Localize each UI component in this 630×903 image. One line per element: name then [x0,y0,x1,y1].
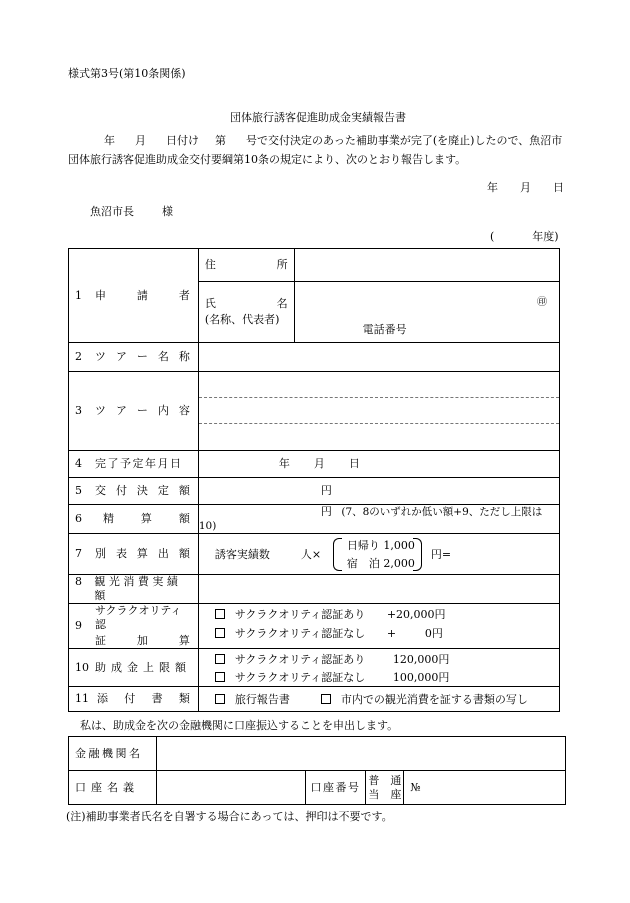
grant-limit-no-amount: 100,000円 [392,671,450,684]
attachment-report-checkbox[interactable] [215,694,225,704]
grant-limit-label-cell: 10 助成金上限額 [69,649,199,687]
tour-content-line-3[interactable] [199,423,559,450]
completion-date-field[interactable]: 年 月 日 [198,451,559,478]
fiscal-year: ( 年度) [490,230,559,243]
grant-decision-field[interactable]: 円 [198,478,559,505]
institution-field[interactable] [156,737,565,771]
attachments-label-cell: 11 添 付 書 類 [69,687,199,712]
form-number: 様式第3号(第10条関係) [68,67,186,80]
tourism-spending-label-cell: 8 観光消費実績額 [69,575,199,604]
tour-content-line-2[interactable] [199,397,559,423]
bank-table [68,736,566,805]
intro-line-2: 団体旅行誘客促進助成金交付要綱第10条の規定により、次のとおり報告します。 [68,153,467,166]
grant-limit-field: サクラクオリティ認証あり 120,000円 サクラクオリティ認証なし 100,000円 [198,649,559,687]
open-bracket [333,538,342,571]
visitors-label: 誘客実績数 [214,548,270,562]
grant-limit-yes-checkbox[interactable] [215,654,225,664]
overnight-rate: 宿 泊 2,000 [346,557,415,571]
persons-label: 人× [300,548,322,562]
equals-yen: 円= [430,548,452,562]
sakura-bonus-no-amount: 0円 [424,626,443,640]
settlement-label-cell: 6 精 算 額 [69,505,199,534]
account-type-cell[interactable]: 普 通 当 座 [366,771,404,805]
name-sub-label: (名称、代表者) [204,313,280,326]
table-calc-field[interactable] [198,534,559,575]
tour-content-line-1[interactable] [199,372,559,397]
grant-limit-no-checkbox[interactable] [215,672,225,682]
bank-request-text: 私は、助成金を次の金融機関に口座振込することを申出します。 [80,719,399,732]
report-table [68,248,560,712]
phone-label: 電話番号 [362,323,407,336]
address-label-cell: 住 所 [198,249,294,282]
sakura-bonus-field: サクラクオリティ認証あり +20,000円 サクラクオリティ認証なし + 0円 [198,603,559,648]
settlement-note: (7、8のいずれか低い額+9、ただし上限は10) [198,506,543,533]
sakura-bonus-yes-amount: +20,000円 [386,607,446,621]
applicant-label-cell: 1 申 請 者 [69,249,199,343]
account-number-field[interactable]: № [404,771,566,805]
day-trip-rate: 日帰り 1,000 [346,539,415,553]
settlement-field[interactable]: 円 (7、8のいずれか低い額+9、ただし上限は10) [198,505,559,534]
tourism-spending-field[interactable] [198,575,559,604]
grant-decision-label-cell: 5 交 付 決 定 額 [69,478,199,505]
tour-name-label-cell: 2 ツ ア ー 名 称 [69,343,199,372]
completion-date-label-cell: 4 完了予定年月日 [69,451,199,478]
table-calc-label-cell: 7 別 表 算 出 額 [69,534,199,575]
name-field[interactable] [294,282,559,343]
attachments-field: 旅行報告書 市内での観光消費を証する書類の写し [198,687,559,712]
intro-line-1: 年 月 日付け 第 号で交付決定のあった補助事業が完了(を廃止)したので、魚沼市 [104,134,563,147]
institution-label-cell: 金融機関名 [69,737,157,771]
attachment-receipts-checkbox[interactable] [321,694,331,704]
sakura-bonus-no-checkbox[interactable] [215,628,225,638]
holder-label-cell: 口座名義 [69,771,157,805]
account-number-label-cell: 口座番号 [306,771,366,805]
addressee: 魚沼市長 様 [90,205,173,218]
date-line: 年 月 日 [487,181,564,194]
name-label-cell: 氏 名 (名称、代表者) [198,282,294,343]
footnote: (注)補助事業者氏名を自署する場合にあっては、押印は不要です。 [66,810,393,823]
tour-content-field[interactable] [198,372,559,451]
seal-mark: ㊞ [537,297,547,308]
address-field[interactable] [294,249,559,282]
sakura-bonus-label-cell: 9 サクラクオリティ認 証 加 算 [69,603,199,648]
grant-limit-yes-amount: 120,000円 [392,653,450,666]
tour-content-label-cell: 3 ツ ア ー 内 容 [69,372,199,451]
sakura-bonus-no-sign: + [386,626,397,640]
sakura-bonus-yes-checkbox[interactable] [215,609,225,619]
holder-field[interactable] [156,771,306,805]
close-bracket [413,538,422,571]
tour-name-field[interactable] [198,343,559,372]
form-title: 団体旅行誘客促進助成金実績報告書 [230,111,406,124]
